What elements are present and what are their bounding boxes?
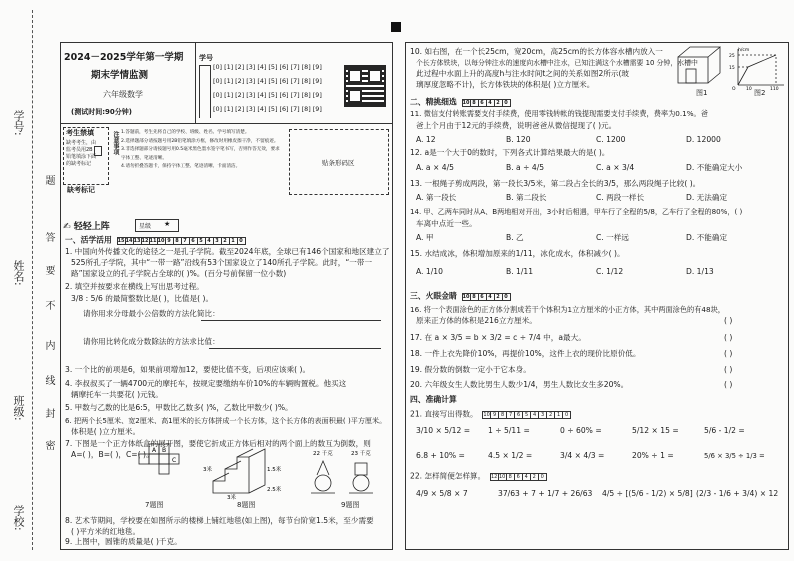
score-cell[interactable]: 9 (490, 411, 499, 419)
score-cell[interactable]: 8 (498, 411, 507, 419)
seal-word: 答 (43, 232, 54, 242)
exam-subtitle: 期末学情监测 (91, 70, 149, 81)
svg-text:3米: 3米 (227, 495, 236, 501)
svg-text:15: 15 (729, 66, 735, 71)
score-cell[interactable]: 4 (522, 473, 531, 481)
q6-line: 6. 把两个长5厘米、宽2厘米、高1厘米的长方体拼成一个长方体，这个长方体的表面积最( )平方厘米。 (65, 416, 387, 425)
svg-text:O: O (732, 87, 736, 91)
score-cell[interactable]: 2 (494, 293, 503, 301)
fig1-label: 图1 (696, 89, 708, 97)
score-cell[interactable]: 5 (197, 237, 206, 245)
stairs-figure (203, 441, 299, 501)
svg-text:1.5米: 1.5米 (267, 467, 282, 473)
calc-item: 5/12 × 15 = (632, 426, 679, 435)
q15-line: 15. 水结成冰，体积增加原来的1/11，冰化成水，体积减少( )。 (410, 249, 625, 258)
q9-line: 9. 上图中，圆锥的质量是( )千克。 (65, 537, 182, 546)
score-cell[interactable]: 10 (462, 294, 470, 300)
class-label: 班级: (12, 395, 25, 421)
svg-text:A: A (152, 447, 157, 454)
option[interactable]: C. 一样远 (596, 233, 629, 242)
section-3-title: 三、火眼金睛 10 8 6 4 2 0 (410, 291, 511, 302)
q16-line: 原来正方体的体积是216立方厘米。 (416, 316, 537, 325)
water-level-graph (728, 45, 786, 91)
svg-text:3米: 3米 (203, 467, 212, 473)
svg-text:B: B (162, 447, 167, 454)
option[interactable]: B. 1/11 (506, 267, 534, 276)
q12-line: 12. a是一个大于0的数时，下列各式计算结果最大的是( )。 (410, 148, 610, 157)
score-cell[interactable]: 7 (181, 237, 190, 245)
q1-line: 路”国家设立的孔子学院占全球的( )%。(百分号前保留一位小数) (71, 269, 287, 278)
calc-item: 3/4 × 4/3 = (560, 451, 605, 460)
id-digit-row[interactable]: [0] [1] [2] [3] [4] [5] [6] [7] [8] [9] (213, 105, 322, 113)
svg-text:10: 10 (746, 87, 752, 91)
barcode-area (289, 129, 389, 195)
left-column (60, 42, 393, 550)
score-cell[interactable]: 5 (522, 411, 531, 419)
q18-line: 18. 一件上衣先降价10%，再提价10%，这件上衣的现价比原价低。 (410, 349, 641, 358)
seal-word: 题 (43, 175, 54, 185)
option[interactable]: B. a ÷ 4/5 (506, 163, 545, 172)
score-cell[interactable]: 6 (514, 411, 523, 419)
option[interactable]: C. 1/12 (596, 267, 624, 276)
q10-line: 10. 如右图，在一个长25cm，宽20cm，高25cm的长方体容水槽内放入一 (410, 47, 663, 56)
score-cell[interactable]: 10 (462, 100, 470, 106)
simplify-item: 37/63 + 7 + 1/7 + 26/63 (498, 489, 593, 498)
score-cell[interactable]: 8 (506, 473, 515, 481)
q2-ratio: 3/8 : 5/6 的最简整数比是( )，比值是( )。 (71, 294, 214, 303)
cut-line (32, 10, 33, 550)
svg-text:C: C (172, 457, 177, 464)
option[interactable]: D. 1/13 (686, 267, 714, 276)
fig2-label: 图2 (754, 89, 766, 97)
q2-method-b: 请你用比转化成分数除法的方法求比值： (83, 337, 220, 346)
judge-bracket[interactable]: ( ) (724, 316, 733, 325)
exam-grade: 六年级数学 (103, 90, 143, 99)
school-label: 学校: (12, 505, 25, 531)
score-cell[interactable]: 0 (562, 411, 571, 419)
q10-line: 此过程中水面上升的高度h与注水时间t之间的关系如图2所示(玻 (416, 69, 630, 78)
id-writing-box[interactable] (199, 65, 211, 118)
absent-box (63, 127, 109, 185)
seal-word: 密 (43, 440, 54, 450)
level-box (135, 219, 179, 232)
svg-text:2.5米: 2.5米 (267, 487, 282, 493)
star-icon: ★ (164, 220, 171, 228)
score-cell[interactable]: 2 (546, 411, 555, 419)
score-cell[interactable]: 10 (483, 412, 490, 418)
binding-strip (0, 0, 58, 561)
id-digit-row[interactable]: [0] [1] [2] [3] [4] [5] [6] [7] [8] [9] (213, 63, 322, 71)
score-cell[interactable]: 8 (470, 293, 479, 301)
score-cell[interactable]: 2 (530, 473, 539, 481)
score-cell[interactable]: 3 (538, 411, 547, 419)
option[interactable]: B. 120 (506, 135, 531, 144)
score-cell[interactable]: 8 (470, 99, 479, 107)
seal-word: 内 (43, 340, 54, 350)
calc-item: 20% ÷ 1 = (632, 451, 674, 460)
q6-line: 体积是( )立方厘米。 (71, 427, 141, 436)
judge-bracket[interactable]: ( ) (724, 380, 733, 389)
score-cell[interactable]: 0 (237, 237, 246, 245)
svg-text:25: 25 (729, 54, 735, 59)
score-cell[interactable]: 4 (486, 293, 495, 301)
calc-item: 1 ÷ 5/11 = (488, 426, 530, 435)
exam-title: 2024－2025学年第一学期 (64, 52, 184, 63)
alignment-mark (391, 22, 401, 32)
section-icon: ✍ (63, 222, 71, 232)
id-digit-row[interactable]: [0] [1] [2] [3] [4] [5] [6] [7] [8] [9] (213, 91, 322, 99)
option[interactable]: B. 第二段长 (506, 193, 547, 202)
score-cell[interactable]: 0 (502, 293, 511, 301)
score-bar[interactable] (463, 291, 511, 302)
seal-word: 封 (43, 408, 54, 418)
score-cell[interactable]: 6 (514, 473, 523, 481)
score-cell[interactable]: 1 (229, 237, 238, 245)
seal-word: 线 (43, 375, 54, 385)
score-cell[interactable]: 4 (486, 99, 495, 107)
option[interactable]: A. a × 4/5 (416, 163, 454, 172)
q8-line: ( )平方米的红地毯。 (71, 527, 141, 536)
score-cell[interactable]: 2 (494, 99, 503, 107)
option[interactable]: D. 不能确定大小 (686, 163, 743, 172)
option[interactable]: D. 无法确定 (686, 193, 728, 202)
svg-text:110: 110 (770, 87, 779, 91)
score-cell[interactable]: 13 (133, 238, 141, 244)
name-label: 姓名: (12, 260, 25, 286)
student-no-label: 学号: (12, 110, 25, 136)
score-cell[interactable]: 2 (221, 237, 230, 245)
score-bar[interactable] (463, 97, 511, 108)
simplify-item: (2/3 - 1/6 + 3/4) × 12 (696, 489, 779, 498)
score-cell[interactable]: 15 (117, 238, 125, 244)
score-cell[interactable]: 9 (165, 237, 174, 245)
option[interactable]: C. 两段一样长 (596, 193, 645, 202)
score-cell[interactable]: 6 (189, 237, 198, 245)
option[interactable]: B. 乙 (506, 233, 524, 242)
q13-line: 13. 一根绳子剪成两段，第一段长3/5米，第二段占全长的3/5，那么两段绳子比较( )。 (410, 179, 701, 188)
option[interactable]: A. 第一段长 (416, 193, 457, 202)
qr-code-icon (344, 65, 386, 107)
svg-text:h/cm: h/cm (738, 48, 750, 53)
score-cell[interactable]: 12 (490, 474, 498, 480)
score-bar[interactable] (491, 471, 547, 482)
section-1-title: 一、活学活用 151413121110 9 8 7 6 5 4 3 2 1 0 (65, 235, 246, 246)
score-cell[interactable]: 0 (538, 473, 547, 481)
q1-line: 1. 中国向外传播文化的途径之一是孔子学院。截至2024年底，全球已有146个国家和地区建立了 (65, 247, 390, 256)
option[interactable]: C. 1200 (596, 135, 626, 144)
absent-title: 考生禁填 (66, 129, 94, 137)
seal-word: 不 (43, 300, 54, 310)
q7-line: 7. 下图是一个正方体纸盒的展开图，要使它折成正方体后相对的两个面上的数互为倒数，则 (65, 439, 371, 448)
score-cell[interactable]: 8 (173, 237, 182, 245)
id-digit-row[interactable]: [0] [1] [2] [3] [4] [5] [6] [7] [8] [9] (213, 77, 322, 85)
calc-item: 3/10 × 5/12 = (416, 426, 471, 435)
option[interactable]: C. a × 3/4 (596, 163, 635, 172)
simplify-item: 4/9 × 5/8 × 7 (416, 489, 468, 498)
notes-list: 1.答题前，考生先将自己的学校、班级、姓名、学号填写清楚。 2.选择题部分请按题号用2B铅笔填涂方框，修改时用橡皮擦干净，不留痕迹。 3.非选择题部分请按题号用0.5毫米黑色墨水签字笔书写，否则作答无效，要求字体工整、笔迹清晰。 4.请勿折叠答题卡，保持字体工整、笔迹清晰、卡面清洁。 (121, 130, 280, 169)
notes-side-title: 注意事项 (112, 131, 119, 155)
calc-item: 4.5 × 1/2 = (488, 451, 533, 460)
balance-figure (305, 441, 389, 501)
level-label: 星级 (139, 223, 152, 230)
cube-net-figure (131, 442, 191, 498)
q8-line: 8. 艺术节期间，学校要在如图所示的楼梯上铺红地毯(如上图)，每节台阶宽1.5米，至少需要 (65, 516, 374, 525)
answer-line[interactable] (209, 348, 381, 349)
section-title: ✍ 轻轻上阵 (63, 222, 110, 232)
q2-line: 2. 填空并按要求在横线上写出思考过程。 (65, 282, 204, 291)
answer-line[interactable] (201, 320, 381, 321)
q3-line: 3. 一个比的前项是6，如果前项增加12，要使比值不变，后项应该乘( )。 (65, 365, 311, 374)
fig9-label: 9题图 (341, 501, 360, 509)
fig7-label: 7题图 (145, 501, 164, 509)
q19-line: 19. 假分数的倒数一定小于它本身。 (410, 365, 531, 374)
q2-method-a: 请你用求分母最小公倍数的方法化简比： (83, 309, 220, 318)
calc-item: 0 ÷ 60% = (560, 426, 602, 435)
q14-line: 车离中点近一些。 (416, 219, 477, 228)
section-4-title: 四、准确计算 (410, 395, 457, 404)
option[interactable]: A. 甲 (416, 233, 434, 242)
score-cell[interactable]: 14 (125, 238, 133, 244)
tank-figure (674, 45, 724, 89)
section-2-title: 二、精挑细选 10 8 6 4 2 0 (410, 97, 511, 108)
q11-line: 11. 微信支付转账需要支付手续费，使用零钱转帐的钱提现需要支付手续费，费率为0.1%。爸 (410, 109, 708, 118)
q22-title: 22. 怎样简便怎样算。 12 10 8 6 4 2 0 (410, 471, 547, 482)
fig8-label: 8题图 (237, 501, 256, 509)
q4-line: 辆摩托车一共要花( )元钱。 (71, 390, 163, 399)
judge-bracket[interactable]: ( ) (724, 365, 733, 374)
calc-item: 5/6 × 3/5 ÷ 1/3 = (704, 452, 765, 460)
q14-line: 14. 甲、乙两车同时从A、B两地相对开出，3小时后相遇，甲车行了全程的5/8，乙车行了全程的80%，( ) (410, 207, 743, 216)
simplify-item: 4/5 ÷ [(5/6 - 1/2) × 5/8] (602, 489, 693, 498)
score-cell[interactable]: 3 (213, 237, 222, 245)
absent-text: 缺考考生，由 监考员用2B 铅笔填涂下面 的缺考标记 (66, 140, 97, 167)
score-cell[interactable]: 10 (498, 474, 506, 480)
svg-text:23 千克: 23 千克 (351, 451, 371, 457)
q10-line: 个长方体铁块，以每分钟注水的速度向水槽中注水，已知注满这个水槽需要 10 分钟，水槽中 (416, 59, 698, 67)
calc-item: 5/6 - 1/2 = (704, 426, 745, 435)
q1-line: 525所孔子学院，其中“一带一路”沿线有53个国家设立了140所孔子学院。此时，“一带一 (71, 258, 373, 267)
q5-line: 5. 甲数与乙数的比是6:5，甲数比乙数多( )%，乙数比甲数少( )%。 (65, 403, 293, 412)
absent-mark-label: 缺考标记 (67, 186, 95, 194)
q4-line: 4. 李叔叔买了一辆4700元的摩托车，按规定要缴纳车价10%的车辆购置税。他买这 (65, 379, 347, 388)
score-cell[interactable]: 6 (478, 99, 487, 107)
q17-line: 17. 在 a × 3/5 = b × 3/2 = c ÷ 7/4 中，a最大。 (410, 333, 586, 342)
id-label: 学号 (199, 54, 213, 62)
score-cell[interactable]: 1 (554, 411, 563, 419)
q21-title: 21. 直接写出得数。 10 9 8 7 6 5 4 3 2 1 0 (410, 409, 571, 420)
absent-checkbox[interactable] (94, 146, 102, 156)
option[interactable]: A. 1/10 (416, 267, 443, 276)
score-cell[interactable]: 7 (506, 411, 515, 419)
score-cell[interactable]: 11 (149, 238, 157, 244)
q10-line: 璃厚度忽略不计)，长方体铁块的体积是( )立方厘米。 (416, 80, 595, 89)
q7-line: A=( )，B=( )，C=( )。 (71, 450, 154, 459)
right-column (405, 42, 789, 550)
option[interactable]: A. 12 (416, 135, 436, 144)
score-cell[interactable]: 4 (530, 411, 539, 419)
score-cell[interactable]: 4 (205, 237, 214, 245)
score-bar[interactable] (483, 409, 571, 420)
barcode-label: 贴条形码区 (322, 159, 355, 167)
calc-item: 6.8 + 10% = (416, 451, 465, 460)
score-bar[interactable] (118, 235, 246, 246)
q20-line: 20. 六年级女生人数比男生人数少1/4，男生人数比女生多20%。 (410, 380, 629, 389)
score-cell[interactable]: 0 (502, 99, 511, 107)
option[interactable]: D. 12000 (686, 135, 721, 144)
judge-bracket[interactable]: ( ) (724, 333, 733, 342)
divider (61, 123, 392, 124)
svg-text:22 千克: 22 千克 (313, 451, 333, 457)
q11-line: 爸上个月由于12元的手续费，说明爸爸从微信提现了( )元。 (416, 121, 617, 130)
judge-bracket[interactable]: ( ) (724, 349, 733, 358)
exam-header (61, 43, 196, 123)
q16-line: 16. 将一个表面涂色的正方体分割成若干个体积为1立方厘米的小正方体，其中两面涂色的有48块， (410, 305, 725, 314)
exam-time: (测试时间:90分钟) (71, 108, 132, 116)
score-cell[interactable]: 6 (478, 293, 487, 301)
score-cell[interactable]: 12 (141, 238, 149, 244)
option[interactable]: D. 不能确定 (686, 233, 728, 242)
score-cell[interactable]: 10 (157, 238, 165, 244)
seal-word: 要 (43, 265, 54, 275)
